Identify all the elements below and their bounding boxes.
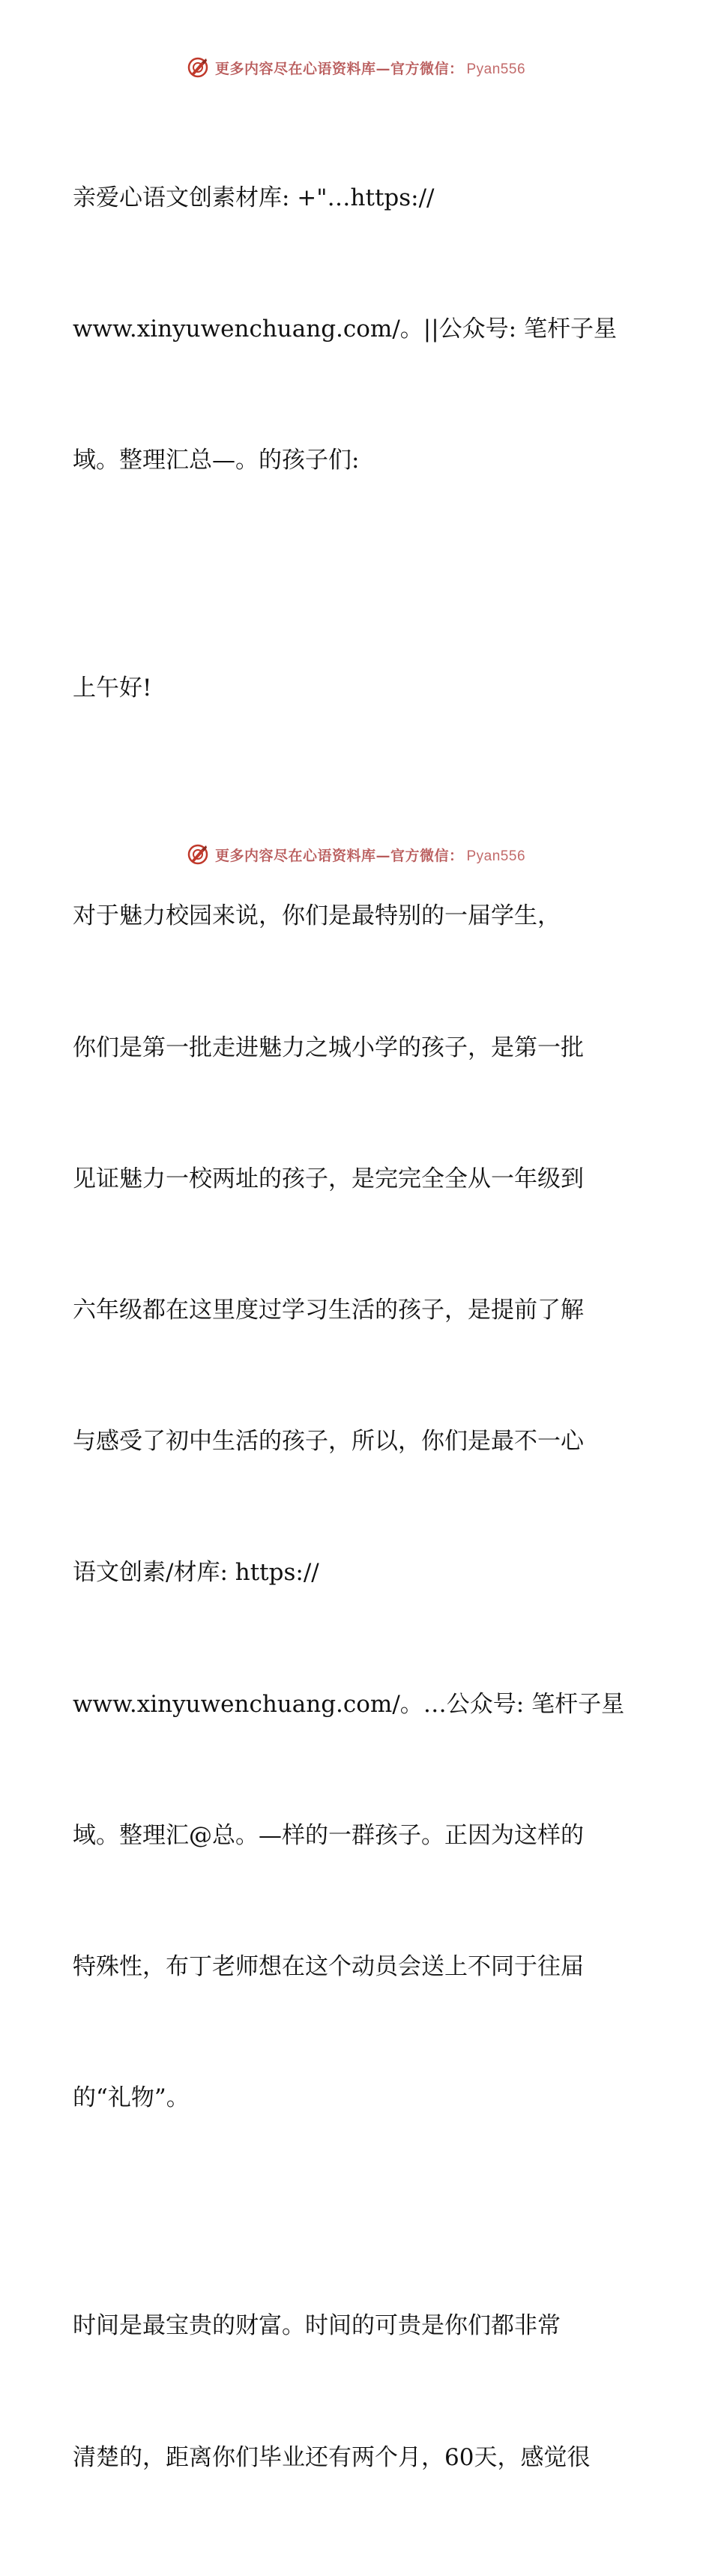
- document-body: [73, 88, 650, 2576]
- text-line: 语文创素/材库: https://: [73, 1559, 319, 1587]
- text-line: www.xinyuwenchuang.com/。…公众号: 笔杆子星: [73, 1690, 625, 1718]
- text-line: 域。整理汇@总。—样的一群孩子。正因为这样的: [73, 1821, 584, 1849]
- text-line: 与感受了初中生活的孩子，所以，你们是最不一心: [73, 1428, 584, 1456]
- text-line: 清楚的，距离你们毕业还有两个月，60天，感觉很: [73, 2443, 591, 2471]
- brush-logo-icon: [187, 56, 209, 79]
- text-line: 见证魅力一校两址的孩子，是完完全全从一年级到: [73, 1165, 584, 1192]
- brush-logo-icon: [187, 843, 209, 866]
- paragraph-time: [73, 2217, 650, 2567]
- paragraph-charm-campus: [73, 807, 650, 2208]
- header-banner: [0, 52, 712, 82]
- header-banner-text: 更多内容尽在心语资料库—官方微信： Pyan556: [214, 60, 526, 77]
- footer-wechat-id: Pyan556: [466, 848, 526, 864]
- footer-banner: [0, 839, 712, 869]
- text-line: www.xinyuwenchuang.com/。||公众号: 笔杆子星: [73, 316, 617, 343]
- header-wechat-id: Pyan556: [466, 61, 526, 77]
- text-line: 六年级都在这里度过学习生活的孩子，是提前了解: [73, 1296, 584, 1324]
- paragraph-good-morning: [73, 579, 650, 797]
- text-line: 的“礼物”。: [73, 2084, 190, 2112]
- footer-banner-text: 更多内容尽在心语资料库—官方微信： Pyan556: [214, 847, 526, 864]
- text-line: 时间是最宝贵的财富。时间的可贵是你们都非常: [73, 2312, 561, 2340]
- text-line: 特殊性，布丁老师想在这个动员会送上不同于往届: [73, 1953, 584, 1981]
- text-line: 亲爱心语文创素材库: +"…https://: [73, 184, 435, 211]
- text-line: 你们是第一批走进魅力之城小学的孩子，是第一批: [73, 1034, 584, 1061]
- text-line: 上午好!: [73, 675, 152, 702]
- paragraph-greeting: [73, 88, 650, 570]
- text-line: 对于魅力校园来说，你们是最特别的一届学生，: [73, 902, 561, 930]
- text-line: 域。整理汇总—。的孩子们:: [73, 447, 360, 474]
